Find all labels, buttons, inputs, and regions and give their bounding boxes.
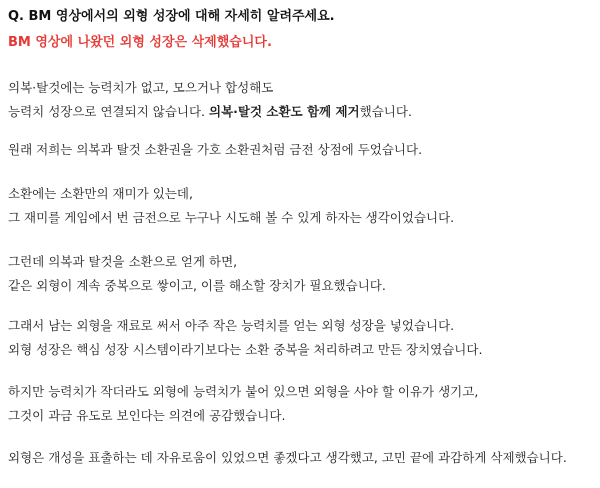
paragraph-line: 원래 저희는 의복과 탈것 소환권을 가호 소환권처럼 금전 상점에 두었습니다. <box>8 142 423 157</box>
paragraph-line: 소환에는 소환만의 재미가 있는데, <box>8 186 193 201</box>
paragraph-line: 외형 성장은 핵심 성장 시스템이라기보다는 소환 중복을 처리하려고 만든 장치였습니다. <box>8 342 483 357</box>
paragraph-line: 외형은 개성을 표출하는 데 자유로움이 있었으면 좋겠다고 생각했고, 고민 끝에 과감하게 삭제했습니다. <box>8 450 567 465</box>
paragraph-line: 같은 외형이 계속 중복으로 쌓이고, 이를 해소할 장치가 필요했습니다. <box>8 278 386 293</box>
paragraph-appearance-growth <box>8 314 592 362</box>
paragraph-line: 의복·탈것에는 능력치가 없고, 모으거나 합성해도 <box>8 80 274 95</box>
paragraph-line: 그래서 남는 외형을 재료로 써서 아주 작은 능력치를 얻는 외형 성장을 넣었습니다. <box>8 318 455 333</box>
paragraph-outfit-mount <box>8 76 592 124</box>
paragraph-gold-shop <box>8 138 592 162</box>
answer-headline: BM 영상에 나왔던 외형 성장은 삭제했습니다. <box>8 35 272 50</box>
paragraph-line: 그것이 과금 유도로 보인다는 의견에 공감했습니다. <box>8 408 286 423</box>
paragraph-conclusion <box>8 446 592 470</box>
paragraph-duplicates <box>8 250 592 298</box>
paragraph-line: 그 재미를 게임에서 번 금전으로 누구나 시도해 볼 수 있게 하자는 생각이었습니다. <box>8 210 455 225</box>
paragraph-line <box>8 100 592 124</box>
paragraph-summon-fun <box>8 182 592 230</box>
paragraph-monetization-concern <box>8 380 592 428</box>
emphasis-text: 의복·탈것 소환도 함께 제거 <box>209 104 360 119</box>
paragraph-line: 하지만 능력치가 작더라도 외형에 능력치가 붙어 있으면 외형을 사야 할 이유가 생기고, <box>8 384 479 399</box>
paragraph-text: 했습니다. <box>359 104 412 119</box>
paragraph-text: 능력치 성장으로 연결되지 않습니다. <box>8 104 209 119</box>
paragraph-line: 그런데 의복과 탈것을 소환으로 얻게 하면, <box>8 254 238 269</box>
question-heading: Q. BM 영상에서의 외형 성장에 대해 자세히 알려주세요. <box>8 9 335 24</box>
